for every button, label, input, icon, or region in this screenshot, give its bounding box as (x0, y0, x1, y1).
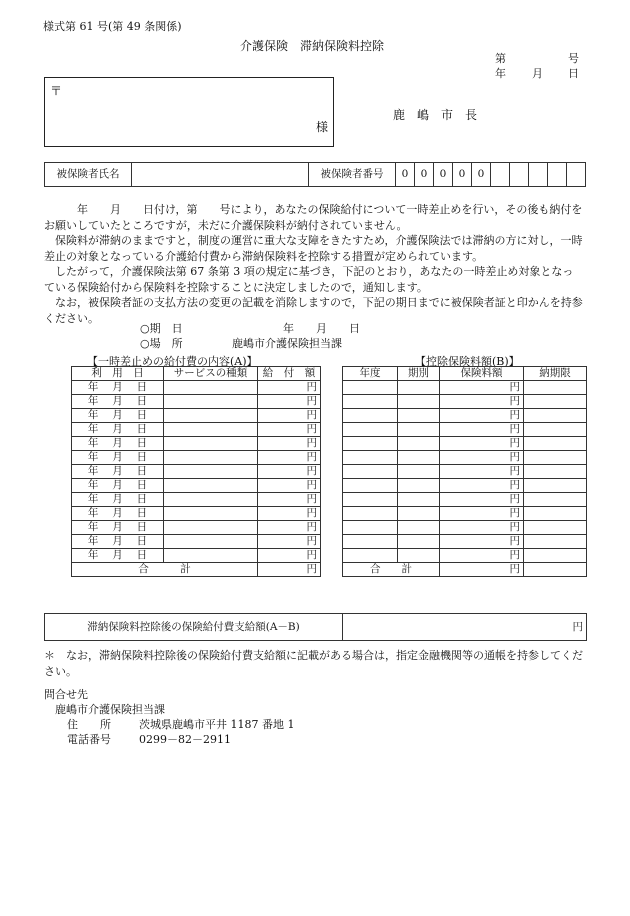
premium-period-cell (398, 423, 440, 437)
premium-row (343, 521, 587, 535)
insured-digit: 0 (415, 163, 434, 187)
premium-deadline-cell (524, 521, 587, 535)
premium-amount-cell: 円 (440, 521, 524, 535)
premium-amount-cell: 円 (440, 493, 524, 507)
benefit-date-cell: 年 月 日 (72, 395, 164, 409)
benefit-amount-cell: 円 (258, 381, 321, 395)
ref-tsuki: 月 (532, 67, 543, 80)
premium-amount-cell: 円 (440, 465, 524, 479)
premium-row (343, 493, 587, 507)
premium-year-cell (343, 395, 398, 409)
premium-deadline-cell (524, 437, 587, 451)
table-a-caption: 【一時差止めの給付費の内容(A)】 (87, 355, 258, 368)
premium-period-cell (398, 395, 440, 409)
date-value: 年 月 日 (283, 322, 360, 335)
benefit-service-cell (164, 507, 258, 521)
premium-period-cell (398, 535, 440, 549)
premium-amount-cell: 円 (440, 395, 524, 409)
document-title: 介護保険 滞納保険料控除 (240, 39, 385, 53)
contact-address-label: 住 所 (67, 718, 111, 731)
premium-deadline-cell (524, 479, 587, 493)
benefit-service-cell (164, 549, 258, 563)
benefit-row (72, 409, 321, 423)
premium-deadline-cell (524, 549, 587, 563)
benefit-total-row (72, 563, 321, 577)
benefit-service-cell (164, 465, 258, 479)
premium-deadline-cell (524, 381, 587, 395)
premium-period-cell (398, 437, 440, 451)
postal-mark: 〒 (50, 84, 63, 98)
premium-year-cell (343, 423, 398, 437)
premium-row (343, 479, 587, 493)
benefit-date-cell: 年 月 日 (72, 465, 164, 479)
benefit-row (72, 451, 321, 465)
premium-amount-cell: 円 (440, 423, 524, 437)
place-value: 鹿嶋市介護保険担当課 (232, 337, 342, 350)
ref-go: 号 (568, 52, 579, 65)
premium-deadline-cell (524, 409, 587, 423)
body-paragraph: したがって，介護保険法第 67 条第 3 項の規定に基づき，下記のとおり，あなたの一時差止め対象となっている保険給付から保険料を控除することに決定しましたので，通知します。 (44, 265, 574, 294)
benefit-row (72, 493, 321, 507)
col-header-year: 年度 (343, 367, 398, 381)
premium-year-cell (343, 535, 398, 549)
benefit-row (72, 395, 321, 409)
premium-period-cell (398, 465, 440, 479)
benefit-service-cell (164, 521, 258, 535)
benefit-row (72, 507, 321, 521)
premium-period-cell (398, 507, 440, 521)
payment-label: 滞納保険料控除後の保険給付費支給額(A－B) (45, 614, 343, 641)
premium-amount-cell: 円 (440, 507, 524, 521)
premium-row (343, 507, 587, 521)
contact-tel: 0299－82－2911 (139, 733, 231, 746)
address-box (44, 77, 334, 147)
body-paragraph: なお，被保険者証の支払方法の変更の記載を消除しますので，下記の期日までに被保険者証と印かんを持参ください。 (44, 296, 583, 325)
premium-deadline-cell (524, 451, 587, 465)
insured-digit (548, 163, 567, 187)
premium-row (343, 549, 587, 563)
benefit-amount-cell: 円 (258, 409, 321, 423)
premium-amount-cell: 円 (440, 535, 524, 549)
premium-row (343, 535, 587, 549)
benefit-amount-cell: 円 (258, 451, 321, 465)
premium-amount-cell: 円 (440, 549, 524, 563)
benefit-date-cell: 年 月 日 (72, 451, 164, 465)
contact-heading: 問合せ先 (44, 688, 88, 701)
form-number: 様式第 61 号(第 49 条関係) (43, 20, 182, 33)
benefit-table (71, 366, 321, 577)
premium-period-cell (398, 381, 440, 395)
premium-row (343, 409, 587, 423)
premium-period-cell (398, 451, 440, 465)
benefit-row (72, 381, 321, 395)
premium-deadline-cell (524, 395, 587, 409)
benefit-amount-cell: 円 (258, 479, 321, 493)
premium-year-cell (343, 521, 398, 535)
benefit-row (72, 423, 321, 437)
benefit-service-cell (164, 479, 258, 493)
premium-deadline-cell (524, 465, 587, 479)
premium-amount-cell: 円 (440, 381, 524, 395)
contact-tel-label: 電話番号 (67, 733, 111, 746)
premium-year-cell (343, 381, 398, 395)
benefit-row (72, 479, 321, 493)
benefit-date-cell: 年 月 日 (72, 423, 164, 437)
benefit-date-cell: 年 月 日 (72, 507, 164, 521)
ref-nen: 年 (495, 67, 506, 80)
premium-year-cell (343, 465, 398, 479)
col-header-deadline: 納期限 (524, 367, 587, 381)
payment-amount: 円 (343, 614, 587, 641)
sama-label: 様 (316, 120, 329, 134)
premium-year-cell (343, 479, 398, 493)
benefit-service-cell (164, 535, 258, 549)
insured-table (44, 162, 586, 187)
table-b-caption: 【控除保険料額(B)】 (415, 355, 520, 368)
col-header-period: 期別 (398, 367, 440, 381)
benefit-total-label: 合 計 (72, 563, 258, 577)
premium-period-cell (398, 493, 440, 507)
ref-hi: 日 (568, 67, 579, 80)
benefit-row (72, 535, 321, 549)
benefit-amount-cell: 円 (258, 395, 321, 409)
premium-period-cell (398, 521, 440, 535)
issuer: 鹿 嶋 市 長 (393, 108, 478, 122)
premium-year-cell (343, 451, 398, 465)
benefit-service-cell (164, 395, 258, 409)
insured-digit (567, 163, 586, 187)
benefit-amount-cell: 円 (258, 437, 321, 451)
premium-year-cell (343, 409, 398, 423)
premium-period-cell (398, 409, 440, 423)
benefit-service-cell (164, 451, 258, 465)
insured-digit: 0 (396, 163, 415, 187)
benefit-amount-cell: 円 (258, 521, 321, 535)
col-header-service: サービスの種類 (164, 367, 258, 381)
benefit-amount-cell: 円 (258, 493, 321, 507)
benefit-amount-cell: 円 (258, 507, 321, 521)
contact-dept: 鹿嶋市介護保険担当課 (55, 703, 165, 716)
benefit-amount-cell: 円 (258, 535, 321, 549)
premium-deadline-cell (524, 535, 587, 549)
benefit-date-cell: 年 月 日 (72, 409, 164, 423)
premium-period-cell (398, 549, 440, 563)
premium-row (343, 381, 587, 395)
premium-row (343, 437, 587, 451)
premium-amount-cell: 円 (440, 451, 524, 465)
benefit-row (72, 521, 321, 535)
col-header-date: 利 用 日 (72, 367, 164, 381)
benefit-total-amount: 円 (258, 563, 321, 577)
benefit-row (72, 437, 321, 451)
benefit-date-cell: 年 月 日 (72, 437, 164, 451)
insured-digit: 0 (434, 163, 453, 187)
benefit-row (72, 465, 321, 479)
premium-row (343, 451, 587, 465)
insured-digit (510, 163, 529, 187)
insured-number-label: 被保険者番号 (309, 163, 396, 187)
premium-period-cell (398, 479, 440, 493)
insured-digit: 0 (472, 163, 491, 187)
benefit-date-cell: 年 月 日 (72, 479, 164, 493)
benefit-service-cell (164, 409, 258, 423)
body-text (44, 202, 584, 326)
payment-table (44, 613, 587, 641)
contact-address: 茨城県鹿嶋市平井 1187 番地 1 (139, 718, 295, 731)
benefit-date-cell: 年 月 日 (72, 521, 164, 535)
benefit-date-cell: 年 月 日 (72, 549, 164, 563)
premium-total-amount: 円 (440, 563, 524, 577)
insured-digit (529, 163, 548, 187)
benefit-service-cell (164, 381, 258, 395)
insured-name-label: 被保険者氏名 (45, 163, 132, 187)
premium-row (343, 423, 587, 437)
premium-deadline-cell (524, 423, 587, 437)
premium-total-deadline (524, 563, 587, 577)
benefit-date-cell: 年 月 日 (72, 493, 164, 507)
col-header-amount: 給 付 額 (258, 367, 321, 381)
benefit-row (72, 549, 321, 563)
benefit-amount-cell: 円 (258, 549, 321, 563)
premium-deadline-cell (524, 507, 587, 521)
benefit-date-cell: 年 月 日 (72, 535, 164, 549)
insured-digit (491, 163, 510, 187)
ref-dai: 第 (495, 52, 506, 65)
benefit-service-cell (164, 493, 258, 507)
col-header-premium: 保険料額 (440, 367, 524, 381)
premium-year-cell (343, 549, 398, 563)
premium-year-cell (343, 493, 398, 507)
benefit-service-cell (164, 423, 258, 437)
benefit-amount-cell: 円 (258, 465, 321, 479)
insured-digit: 0 (453, 163, 472, 187)
insured-name-cell (132, 163, 309, 187)
date-label: ○期 日 (140, 322, 183, 335)
note: ＊ なお，滞納保険料控除後の保険給付費支給額に記載がある場合は，指定金融機関等の通帳を持参してください。 (44, 649, 583, 678)
benefit-service-cell (164, 437, 258, 451)
benefit-amount-cell: 円 (258, 423, 321, 437)
premium-year-cell (343, 437, 398, 451)
premium-total-row (343, 563, 587, 577)
premium-table (342, 366, 587, 577)
premium-amount-cell: 円 (440, 409, 524, 423)
premium-row (343, 395, 587, 409)
premium-deadline-cell (524, 493, 587, 507)
body-paragraph: 保険料が滞納のままですと，制度の運営に重大な支障をきたすため，介護保険法では滞納の方に対し，一時差止の対象となっている介護給付費から滞納保険料を控除する措置が定められています。 (44, 234, 583, 263)
body-paragraph: 年 月 日付け，第 号により，あなたの保険給付について一時差止めを行い，その後も納付をお願いしていたところですが，未だに介護保険料が納付されていません。 (44, 203, 583, 232)
premium-year-cell (343, 507, 398, 521)
benefit-date-cell: 年 月 日 (72, 381, 164, 395)
place-label: ○場 所 (140, 337, 183, 350)
premium-amount-cell: 円 (440, 479, 524, 493)
premium-row (343, 465, 587, 479)
premium-amount-cell: 円 (440, 437, 524, 451)
premium-total-label: 合 計 (343, 563, 440, 577)
